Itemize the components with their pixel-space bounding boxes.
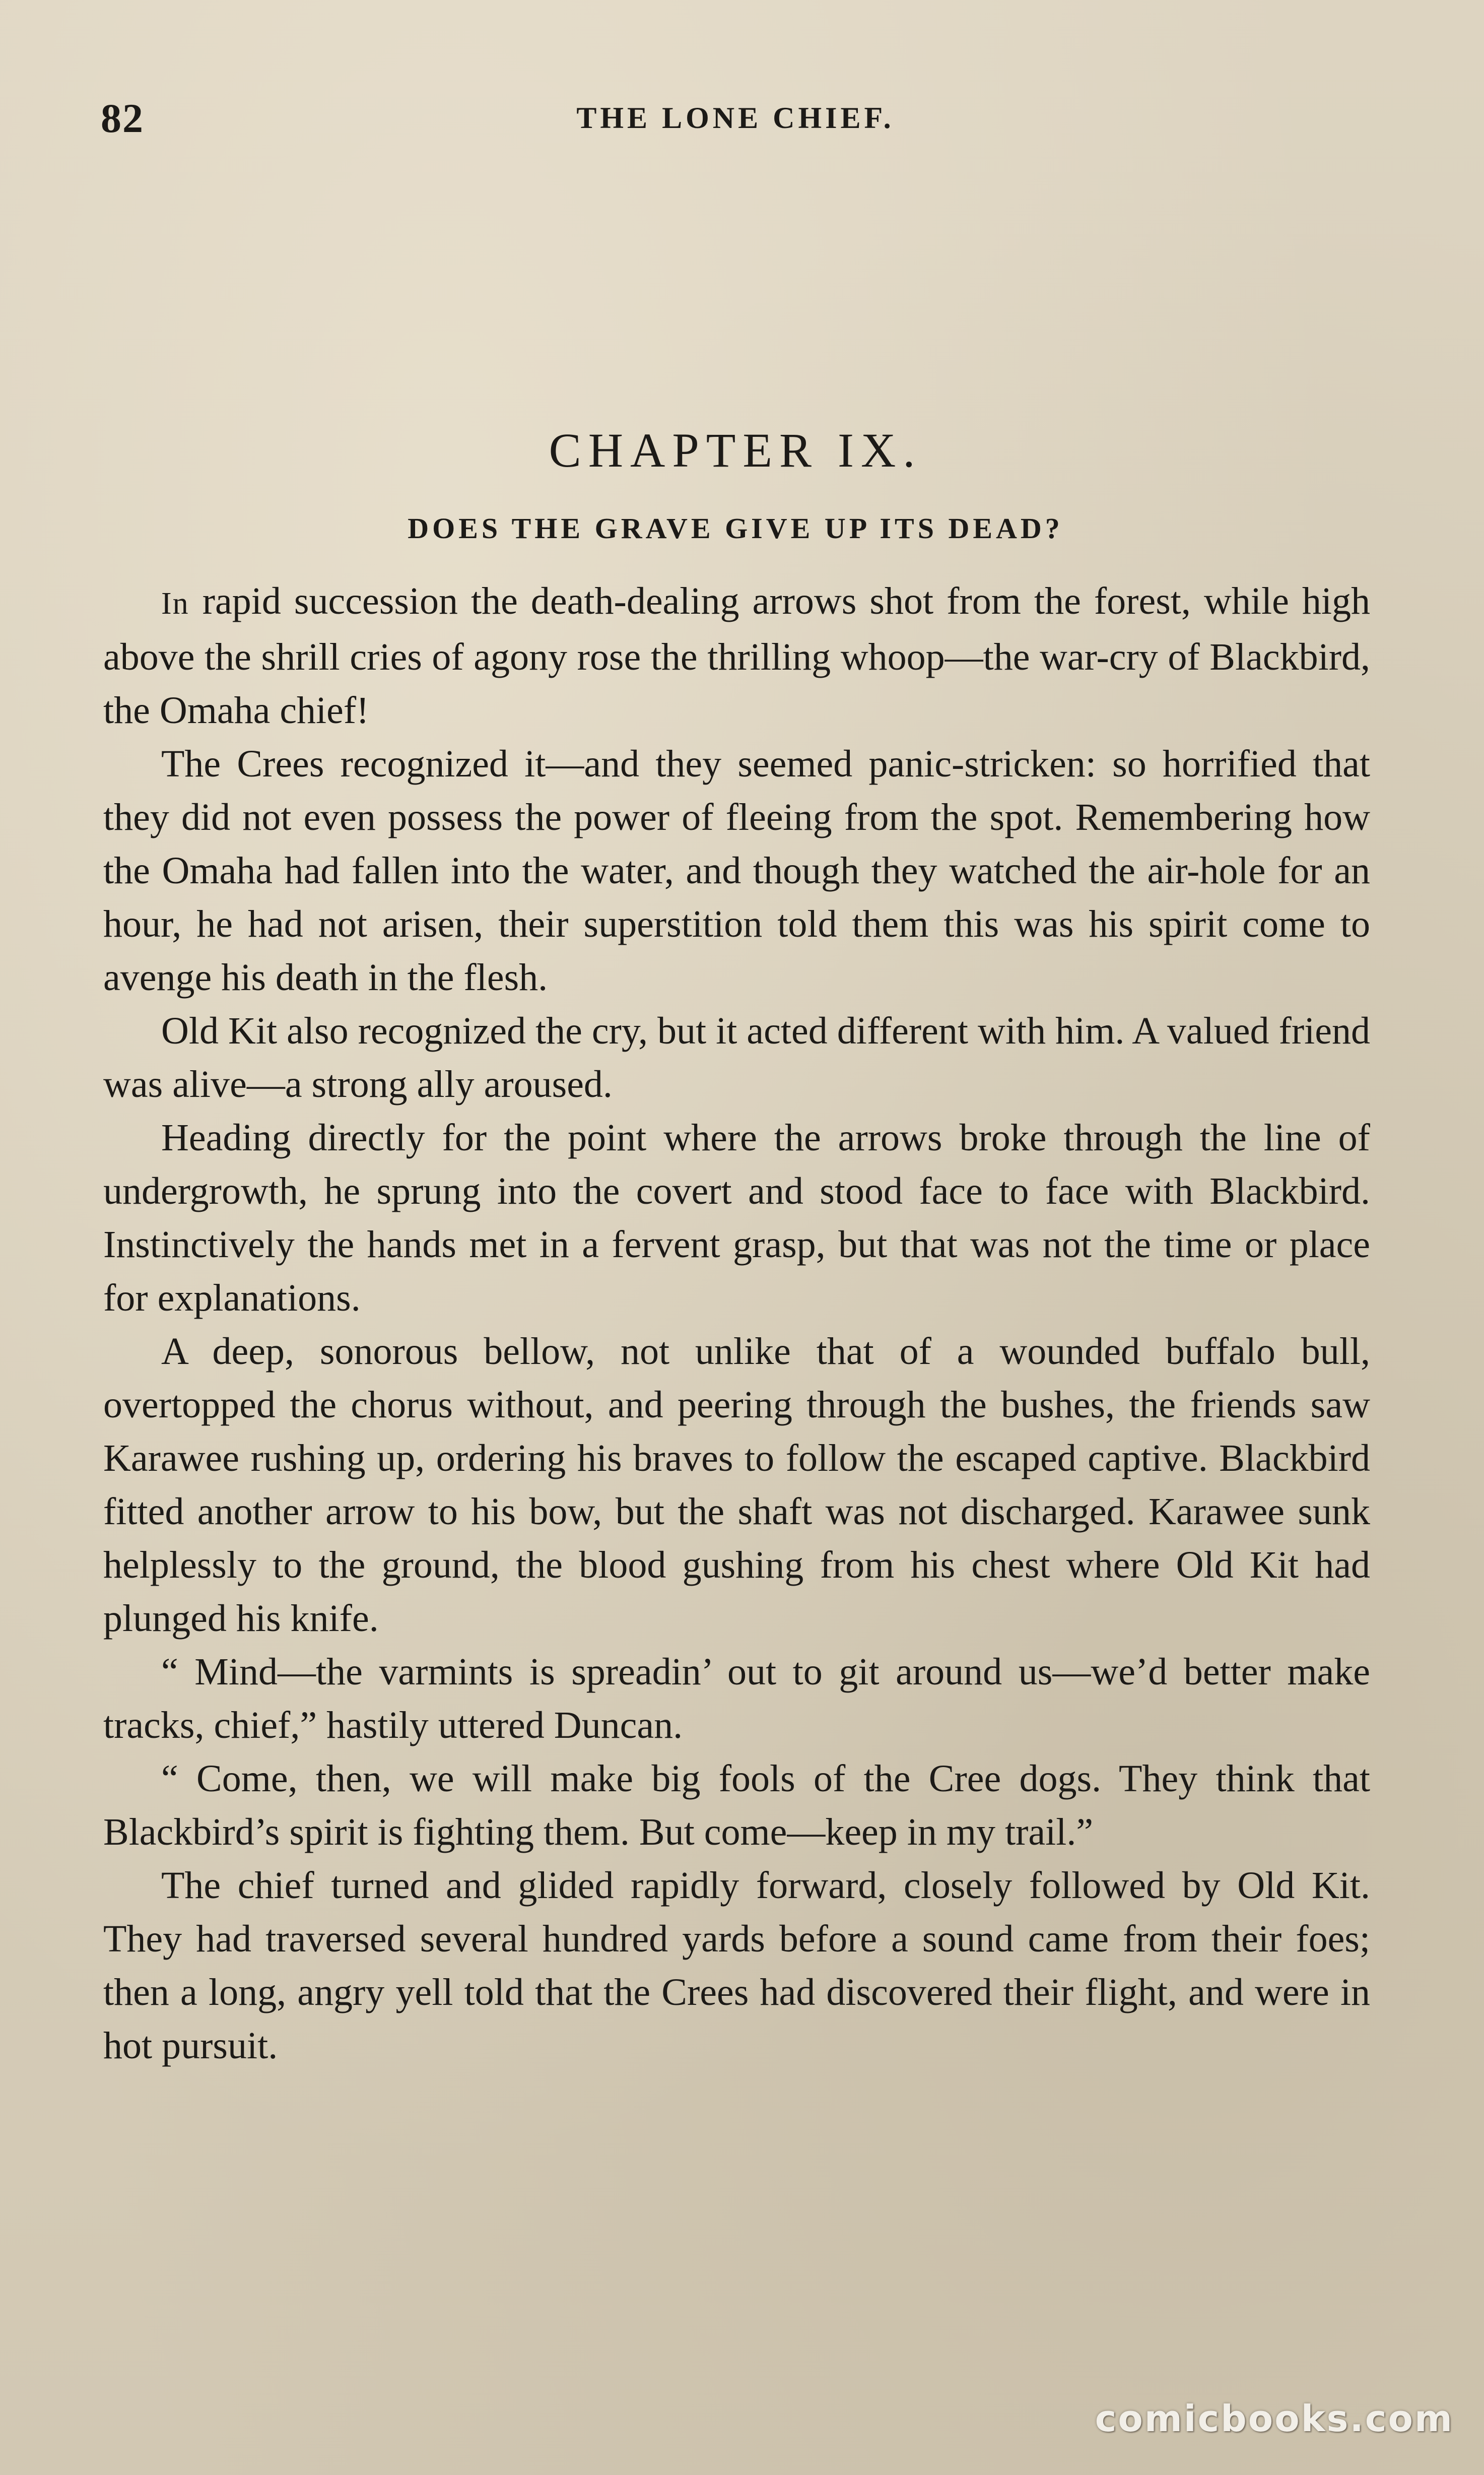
paragraph: The Crees recognized it—and they seemed panic-stricken: so horrified that they did not even possess the power of fleeing from the spot. Remembering how the Omaha had fallen into the water, and though they watched the air-hole for an hour, he had not arisen, their superstition told them this was his spirit come to avenge his death in the flesh. xyxy=(103,743,1370,999)
paragraph xyxy=(103,574,1370,737)
chapter-body xyxy=(103,574,1370,2072)
paragraph: Old Kit also recognized the cry, but it acted different with him. A valued friend was alive—a strong ally aroused. xyxy=(103,1010,1370,1105)
opening-words: In xyxy=(161,587,189,621)
page-number: 82 xyxy=(101,95,144,141)
running-head xyxy=(101,91,1370,146)
chapter-title: CHAPTER IX. xyxy=(549,423,922,477)
running-head-title: THE LONE CHIEF. xyxy=(576,101,895,135)
paragraph: The chief turned and glided rapidly forward, closely followed by Old Kit. They had traversed several hundred yards before a sound came from their foes; then a long, angry yell told that the Crees had discovered their flight, and were in hot pursuit. xyxy=(103,1864,1370,2067)
paragraph-text: rapid succession the death-dealing arrows shot from the forest, while high above the shrill cries of agony rose the thrilling whoop—the war-cry of Blackbird, the Omaha chief! xyxy=(103,580,1370,732)
paragraph: A deep, sonorous bellow, not unlike that of a wounded buffalo bull, overtopped the chorus without, and peering through the bushes, the friends saw Karawee rushing up, ordering his braves to follow the escaped captive. Blackbird fitted another arrow to his bow, but the shaft was not discharged. Karawee sunk helplessly to the ground, the blood gushing from his chest where Old Kit had plunged his knife. xyxy=(103,1330,1370,1640)
watermark: comicbooks.com xyxy=(1095,2397,1454,2440)
paragraph: “ Come, then, we will make big fools of the Cree dogs. They think that Blackbird’s spirit is fighting them. But come—keep in my trail.” xyxy=(103,1757,1370,1853)
chapter-subtitle: DOES THE GRAVE GIVE UP ITS DEAD? xyxy=(408,512,1063,545)
paragraph: Heading directly for the point where the arrows broke through the line of undergrowth, he sprung into the covert and stood face to face with Blackbird. Instinctively the hands met in a fervent grasp, but that was not the time or place for explanations. xyxy=(103,1117,1370,1319)
paragraph: “ Mind—the varmints is spreadin’ out to git around us—we’d better make tracks, chief,” hastily uttered Duncan. xyxy=(103,1651,1370,1746)
